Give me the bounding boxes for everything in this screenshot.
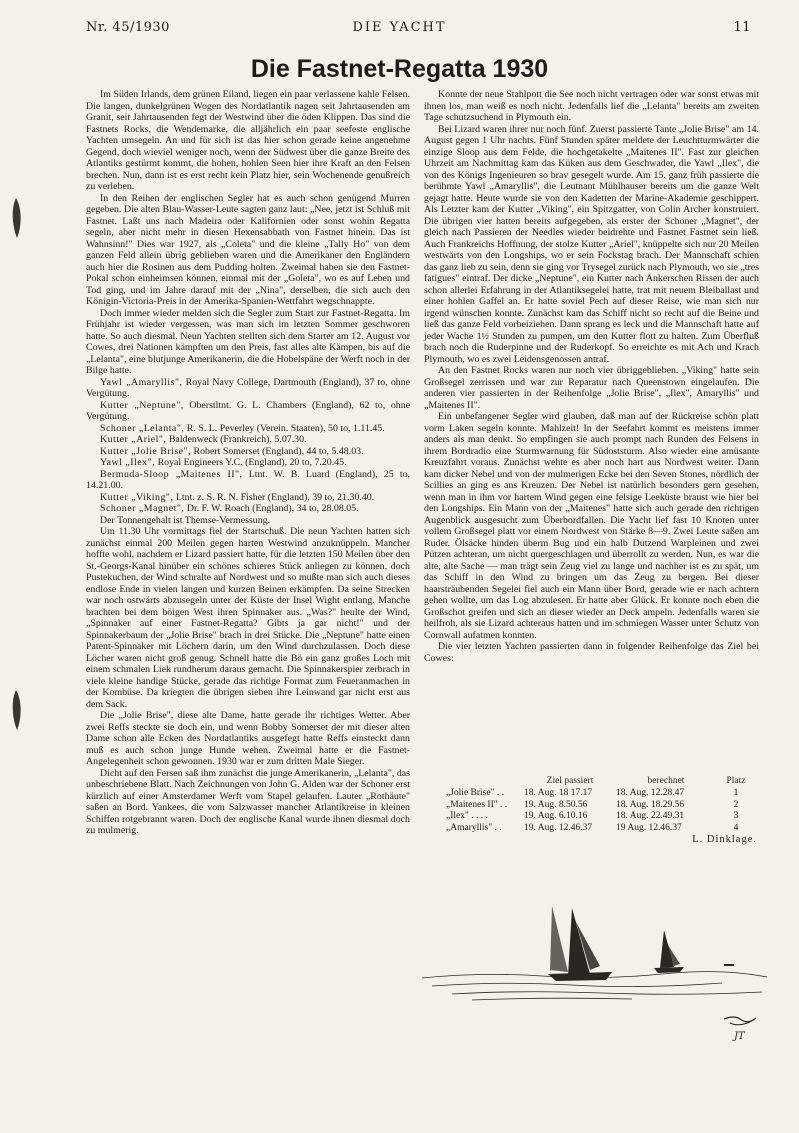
- entry-boat: Kutter „Ariel",: [100, 434, 167, 445]
- header-cell: Ziel passiert: [546, 776, 594, 786]
- issue-number: Nr. 45/1930: [86, 20, 170, 35]
- paragraph: Bei Lizard waren ihrer nur noch fünf. Zuerst passierte Tante „Jolie Brise" am 14. August gegen 1 Uhr nachts. Fünf Stunden später meldete der Leuchtturmwärter die einzige Sloop aus dem Felde, die hochgetakelte „Maitenes II". Fast zur gleichen Uhrzeit am Nachmittag kam das Küken aus dem Geschwader, die Yawl „Ilex", die von des Königs Ingenieuren so brav gesegelt wurde. Am 15. ganz früh passierte die berühmte Yawl „Amaryllis", die Leutnant Mühlhauser bereits um die ganze Welt gejagt hatte. Heute wurde sie von den Kadetten der Marine-Akademie geschippert. Als Letzter kam der Kutter „Viking", ein Spitzgatter, von Colin Archer konstruiert. Die übrigen vier hatten bereits aufgegeben, als erster der Schoner „Magnet", der gleich nach Passieren der Needles wieder beidrehte und Fastnet Fastnet sein ließ. Auch Frankreichs Hoffnung, der stolze Kutter „Ariel", knüppelte sich nur 20 Meilen westwärts von den Longships, wo er sein Fockstag brach. Der Mannschaft schien das ganz lieb zu sein, denn sie ging vor Trysegel zurück nach Plymouth, wo sie „tres fatigues" eintraf. Der dicke „Neptune", ein Kutter nach Ankerschen Rissen der auch schon allerlei Erfahrung in der Atlantiksegelei hatte, trat mit neuem Bleiballast und einer hohlen Gaffel an. Er hatte soviel Pech auf dieser Reise, wie man sich nur irgend wünschen konnte. Zunächst kam das Schiff nicht so recht auf die Beine und ließ das ganze Feld vorbeiziehen. Dann sprang es leck und die Mannschaft hatte auf jeder Wache 1½ Stunden zu pumpen, um den Kutter flott zu halten. Zum Überfluß brach noch die Ruderpinne und der Ruderkopf. So erreichte es mit Ach und Krach Plymouth, wo es zwei Leidensgenossen antraf.: [424, 123, 759, 365]
- yacht-name: „Ilex" . . . .: [446, 811, 488, 822]
- author-signature: L. Dinklage.: [692, 834, 757, 845]
- entry-details: Ltnt. z. S. R. N. Fisher (England), 39 to, 21.30.40.: [175, 491, 375, 503]
- entry-boat: Kutter „Jolie Brise",: [100, 445, 192, 457]
- entry-boat: Kutter „Neptune",: [100, 399, 184, 411]
- paragraph: Konnte der neue Stahlpott die See noch nicht vertragen oder war sonst etwas mit ihnen los, man weiß es noch nicht. Jedenfalls lief die „Lelanta" bereits am zweiten Tage schutzsuchend in Plymouth ein.: [424, 89, 759, 123]
- paragraph: Um 11.30 Uhr vormittags fiel der Startschuß. Die neun Yachten hatten sich zunächst einmal 200 Meilen gegen harten Westwind anzuknüppeln. Mancher hoffte wohl, nachdem er Lizard passiert hatte, für die letzten 150 Meilen über den St.-Georgs-Kanal hinüber ein schönes schieres Stück anliegen zu können, doch Pustekuchen, der Wind schralte auf Nordwest und so mußte man sich auch dieses endlose Ende in vielen langen und kurzen Beinen erkämpfen. Da seine Strecken war noch ostwärts abzusegeln unter der Küste der Insel Wight entlang. Manche brachten bei dem böigen West ihren Spinnaker aus. „Was?" heulte der Wind, „Spinnaker auf einer Fastnet-Regatta? Gibts ja gar nicht!" und der Spinnakerbaum der „Jolie Brise" brach in drei Stücke. Die „Neptune" hatte einen Patent-Spinnaker mit Löchern darin, um den Wind durchzulassen. Doch diese Löcher waren nicht groß genug. Schnell hatte die Bö ein ganz großes Loch mit einem schmalen Liek rundherum daraus gemacht. Die Spinnakerspier zerbrach in viele kleine handige Stücke, gerade das richtige Format zum Feueranmachen in der Kombüse. Da kriegten die übrigen sieben ihre Leinwand gar nicht erst aus dem Sack.: [86, 526, 410, 710]
- corrected-time: 19 Aug. 12.46.37: [616, 823, 682, 834]
- artist-monogram: [720, 1013, 762, 1043]
- entry-details: Royal Navy College, Dartmouth (England), 37 to, ohne Vergütung.: [86, 376, 411, 399]
- binder-hole-top: [8, 196, 26, 240]
- right-column: [424, 89, 759, 664]
- results-header-row: [446, 776, 764, 788]
- entry-line: [86, 434, 410, 446]
- entry-line: [86, 503, 410, 515]
- entry-line: [86, 469, 410, 492]
- sailing-yachts-illustration: [422, 846, 767, 1006]
- monogram-text: JT: [734, 1031, 745, 1042]
- entry-boat: Schoner „Lelanta",: [100, 422, 185, 434]
- magazine-name: DIE YACHT: [352, 20, 447, 35]
- entry-boat: Bermuda-Sloop „Maitenes II",: [100, 468, 243, 480]
- entry-boat: Yawl „Ilex",: [100, 457, 156, 468]
- corrected-time: 18. Aug. 22.49.31: [616, 811, 685, 822]
- place: 3: [733, 811, 739, 822]
- left-column: [86, 89, 410, 1099]
- finish-time: 19. Aug. 12.46.37: [524, 823, 593, 834]
- entry-details: Robert Somerset (England), 44 to, 5.48.03.: [193, 445, 364, 457]
- paragraph: Ein unbefangener Segler wird glauben, daß man auf der Rückreise schön platt vorm Laken segeln konnte. Mahlzeit! In der Seefahrt kommt es meistens immer anders als man denkt. So empfingen sie auch prompt nach Runden des Felsens in ihrem Bordradio eine Sturmwarnung für Südoststurm. Also wieder eine amüsante Kreuzfahrt voraus. Zunächst wehte es aber noch hart aus Nordwest weiter. Dann kam dicker Nebel und von der mulmerigen Ecke bei den Seven Stones, nördlich der Scillies an ging es ans Kreuzen. Der Nebel ist natürlich besonders gern gesehen, wenn man in ihm vor hartem Wind gegen eine felsige Leeküste braust wie hier bei den Longships. Ein Mann von der „Maitenes" hatte sich auch gerade den richtigen Augenblick ausgesucht zum Überbordfallen. Die Yacht lief fast 10 Knoten unter vollem Großsegel platt vor einem Nordwest von Stärke 8—9. Zwei Leute saßen am Ruder. Ölsäcke hinden überm Bug und ein halb Dutzend Warpleinen und zwei Pützen achteran, um nicht quergeschlagen und überrollt zu werden. Nun, es war die alte, alte Sache — man trägt sein Zeug viel zu lange und nachher ist es zu spät, um das Schiff in den Wind zu bringen um das Zeug zu bergen. Bei dieser haarsträubenden Segelei fiel auch ein Mann über Bord, gerade wie er nach achtern gehen wollte, um das Log abzulesen. Er hatte aber Glück. Er konnte noch eben die Großschot greifen und sich an dieser wieder an Deck ampeln. Jedenfalls waren sie heilfroh, als sie Lizard achteraus hatten und im schmiegen Wasser unter Schutz von Cornwall aufatmen konnten.: [424, 411, 759, 641]
- paragraph: Im Süden Irlands, dem grünen Eiland, liegen ein paar verlassene kahle Felsen. Die langen, dunkelgrünen Wogen des Nordatlantik nagen seit Jahrtausenden am Granit, seit Jahrtausenden fegt der Westwind über die öden Klippen. Das sind die Fastnets Rocks, die Wendemarke, die alljährlich ein paar seefeste englische Yachten umsegeln. An und für sich ist das hier schon gerade keine angenehme Gegend, doch wieviel weniger noch, wenn der Südwest über die ganze Breite des Atlantiks gestürmt kommt, die hohen, hohlen Seen hier ihre Kraft an den Felsen brechen. Nun, dann ist es erst recht kein Platz hier, sein Wochenende genußreich zu verleben.: [86, 89, 410, 192]
- yacht-name: „Maitenes II" . .: [446, 799, 508, 810]
- header-cell: [446, 776, 524, 788]
- entry-boat: Schoner „Magnet",: [100, 503, 185, 514]
- corrected-time: 18. Aug. 18.29.56: [616, 799, 685, 810]
- entry-line: [86, 446, 410, 458]
- finish-time: 19. Aug. 6.10.16: [524, 811, 588, 822]
- paragraph: Dicht auf den Fersen saß ihm zunächst die junge Amerikanerin, „Lelanta", das unbeschriebene Blatt. Nach Zeichnungen von John G. Alden war der Schoner erst kürzlich auf einer Amsterdamer Werft vom Stapel gelaufen. Lauter „Rothäute" saßen an Bord. Yankees, die vom Salzwasser mancher Atlantikreise in kleinen Schiffen rotgebrannt waren. Doch der englische Kanal wurde ihnen diesmal doch zu mulmerig.: [86, 767, 410, 836]
- entry-line: [86, 423, 410, 435]
- page-number: 11: [733, 20, 751, 35]
- place: 4: [733, 823, 739, 834]
- table-row: [446, 800, 764, 812]
- finish-time: 19. Aug. 8.50.56: [524, 799, 588, 810]
- article-title: Die Fastnet-Regatta 1930: [250, 55, 549, 83]
- paragraph: Doch immer wieder melden sich die Segler zum Start zur Fastnet-Regatta. Im Frühjahr ist wieder vergessen, was man sich im letzten Sommer geschworen hatte. So auch diesmal. Neun Yachten stellten sich dem Starter am 12. August vor Cowes, drei Nationen kämpften um den Preis, fast alles alte Kämpen, bis auf die „Lelanta", eine blutjunge Amerikanerin, die die Hobelspäne der Werft noch in der Bilge hatte.: [86, 307, 410, 376]
- yacht-name: „Jolie Brise" . .: [446, 787, 504, 798]
- yacht-name: „Amaryllis" . .: [446, 823, 502, 834]
- paragraph: In den Reihen der englischen Segler hat es auch schon genügend Murren gegeben. Die alten Blau-Wasser-Leute sagten ganz laut: „Nee, jetzt ist Schluß mit Fastnet. Laßt uns nach Madeira oder Kalifornien oder sonst wohin Regatta segeln, aber nicht mehr in diesen Hexensabbath von Fastnet hinein. Das ist Wahnsinn!" Dies war 1927, als „Coleta" und die kleine „Tally Ho" von dem ganzen Feld allein übrig geblieben waren und die Amerikaner den Engländern auch hier die Rosinen aus dem Pudding holten. Zweimal haben sie den Fastnet-Pokal schon einheimsen können, einmal mit der „Goleta", wo es auf Leben und Tod ging, und im Jahre darauf mit der „Nina", derselben, die sich auch den Königin-Victoria-Preis in der Amerika-Spanien-Wettfahrt wegschnappte.: [86, 192, 410, 307]
- entry-line: [86, 492, 410, 504]
- place: 2: [733, 799, 739, 810]
- paragraph: Die „Jolie Brise", diese alte Dame, hatte gerade ihr richtiges Wetter. Aber zwei Reffs steckte sie doch ein, und wenn Bobby Somerset der mit dieser alten Dame schon alle Ecken des Nordatlantiks ausgefegt hatte Reffs einsteckt dann muß es auch schon junge Hunde wehen. Zweimal hatte er die Fastnet-Angelegenheit schon gewonnen. 1930 war er zum dritten Male Sieger.: [86, 710, 410, 767]
- entry-line: [86, 457, 410, 469]
- page-header: [0, 18, 799, 40]
- table-row: [446, 811, 764, 823]
- entry-details: Oberstltnt. G. L. Chambers (England), 62 to, ohne Vergütung.: [86, 399, 411, 422]
- entry-boat: Yawl „Amaryllis",: [100, 376, 183, 388]
- paragraph: Die vier letzten Yachten passierten dann in folgender Reihenfolge das Ziel bei Cowes:: [424, 641, 759, 664]
- entry-details: Royal Engineers Y.C. (England), 20 to, 7.20.45.: [157, 457, 347, 468]
- finish-time: 18. Aug. 18 17.17: [524, 787, 593, 798]
- table-row: [446, 788, 764, 800]
- paragraph: An den Fastnet Rocks waren nur noch vier übriggeblieben. „Viking" hatte sein Großsegel zerrissen und war zur Reparatur nach Queenstown eingelaufen. Die anderen vier passierten in der Reihenfolge „Jolie Brise", „Ilex", Amaryllis" und „Maitenes II".: [424, 365, 759, 411]
- entry-line: [86, 377, 410, 400]
- entry-line: [86, 400, 410, 423]
- corrected-time: 18. Aug. 12.28.47: [616, 787, 685, 798]
- binder-hole-bottom: [8, 688, 26, 732]
- entry-boat: Kutter „Viking",: [100, 491, 174, 503]
- header-cell: Platz: [726, 776, 746, 786]
- results-table: [446, 776, 764, 835]
- place: 1: [733, 787, 739, 798]
- entry-details: Dr. F. W. Roach (England), 34 to, 28.08.05.: [186, 503, 359, 514]
- entry-details: Baldenweck (Frankreich), 5.07.30.: [168, 434, 307, 445]
- entry-details: Ltnt. W. B. Luard (England), 25 to, 14.21.00.: [86, 468, 410, 491]
- header-cell: berechnet: [647, 776, 685, 786]
- paragraph: Der Tonnengehalt ist Themse-Vermessung.: [100, 514, 271, 526]
- entry-details: R. S. L. Peverley (Verein. Staaten), 50 to, 1.11.45.: [186, 422, 385, 434]
